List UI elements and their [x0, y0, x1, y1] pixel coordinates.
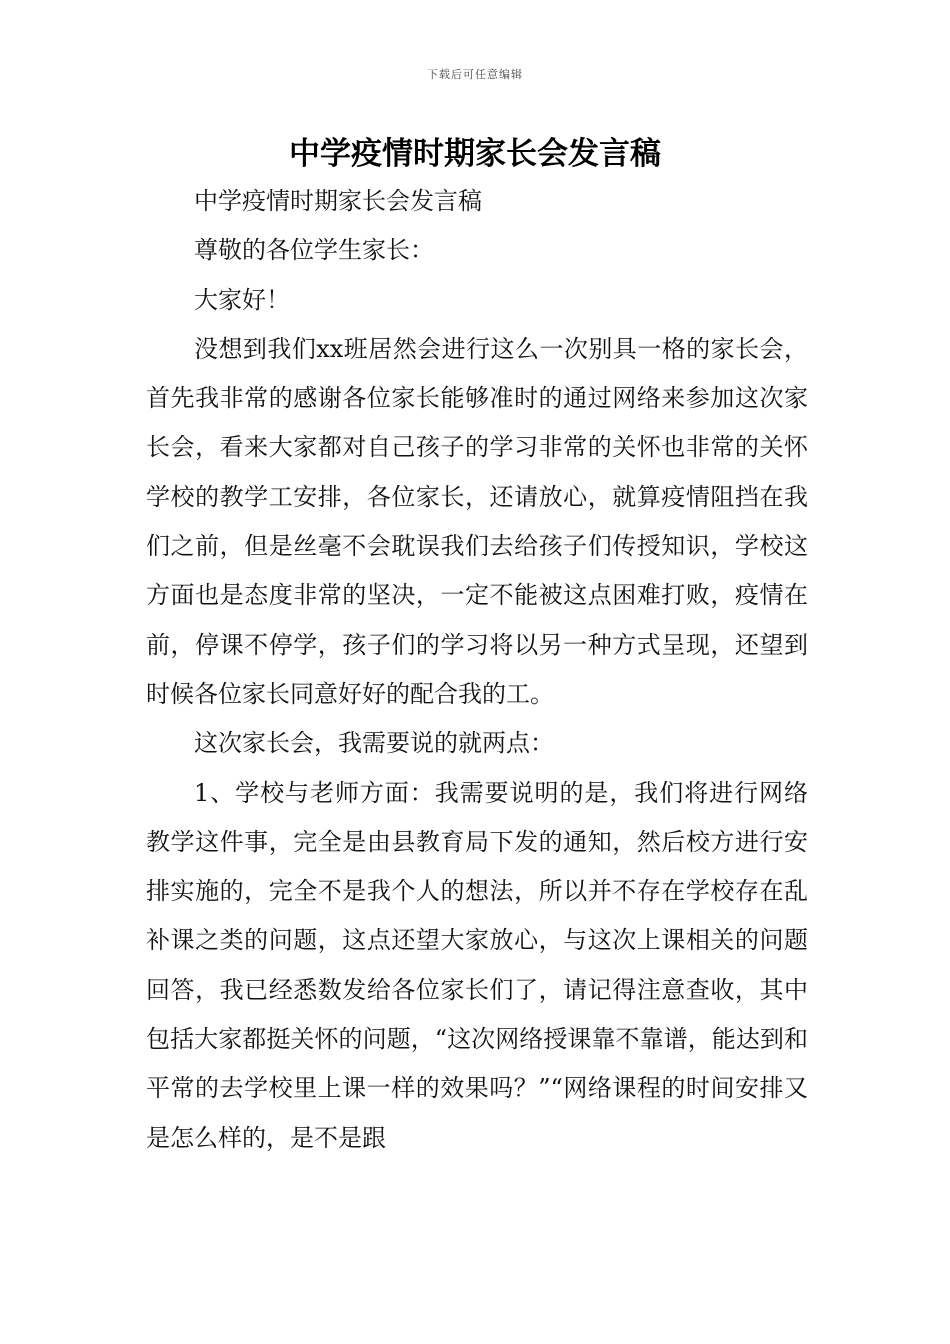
document-title: 中学疫情时期家长会发言稿: [289, 136, 661, 172]
paragraph: 1、学校与老师方面：我需要说明的是，我们将进行网络教学这件事，完全是由县教育局下发的通知，然后校方进行安排实施的，完全不是我个人的想法，所以并不存在学校存在乱补课之类的问题，这点还望大家放心，与这次上课相关的问题回答，我已经悉数发给各位家长们了，请记得注意查收，其中包括大家都挺关怀的问题，“这次网络授课靠不靠谱，能达到和平常的去学校里上课一样的效果吗？”“网络课程的时间安排又是怎么样的，是不是跟: [146, 778, 808, 1152]
document-body: [146, 177, 808, 1163]
paragraph: 大家好！: [194, 285, 290, 314]
header-note: 下载后可任意编辑: [427, 68, 523, 81]
paragraph: 这次家长会，我需要说的就两点：: [194, 729, 554, 758]
paragraph: 尊敬的各位学生家长：: [194, 236, 434, 265]
paragraph: 中学疫情时期家长会发言稿: [194, 187, 482, 215]
paragraph: 没想到我们xx班居然会进行这么一次别具一格的家长会，首先我非常的感谢各位家长能够准时的通过网络来参加这次家长会，看来大家都对自己孩子的学习非常的关怀也非常的关怀学校的教学工安排，各位家长，还请放心，就算疫情阻挡在我们之前，但是丝毫不会耽误我们去给孩子们传授知识，学校这方面也是态度非常的坚决，一定不能被这点困难打败，疫情在前，停课不停学，孩子们的学习将以另一种方式呈现，还望到时候各位家长同意好好的配合我的工。: [146, 334, 808, 708]
